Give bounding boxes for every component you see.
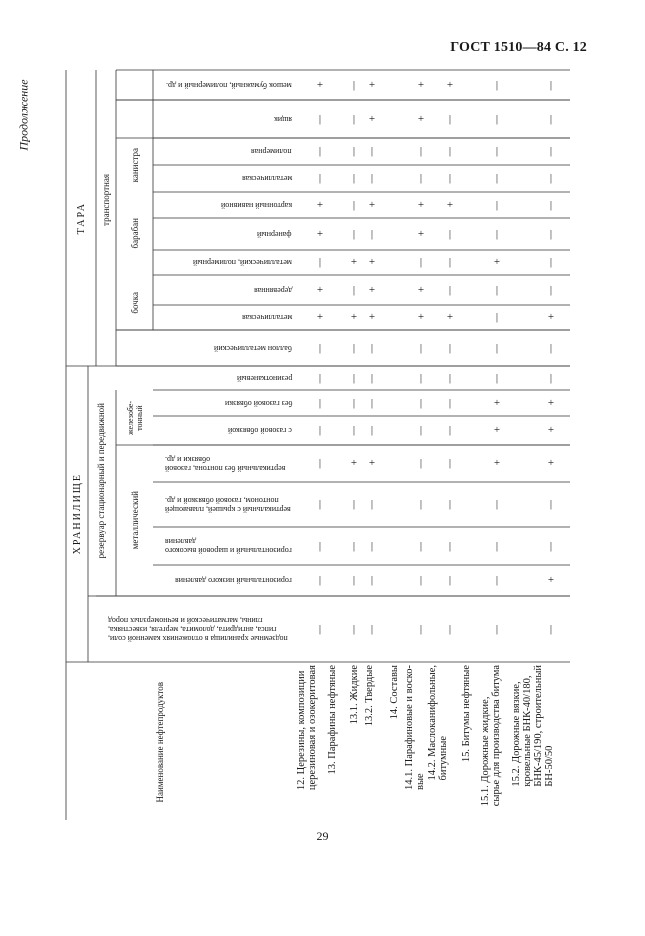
product-row-name: 14.1. Парафиновые и воско- вые xyxy=(404,665,426,790)
mark-dash: | xyxy=(318,539,322,552)
column-header-11: деревянная xyxy=(253,285,292,295)
canister-group-header: канистра xyxy=(130,147,140,183)
metal-group-header: металлический xyxy=(130,491,140,550)
mark-dash: | xyxy=(370,371,374,384)
mark-plus: + xyxy=(417,311,425,323)
mark-dash: | xyxy=(495,172,499,184)
mark-dash: | xyxy=(448,622,452,635)
document-reference: ГОСТ 1510—84 С. 12 xyxy=(450,40,587,55)
column-header-2: горизонтальный низкого давления xyxy=(175,576,292,585)
mark-dash: | xyxy=(549,78,553,91)
column-header-7: без газовой обвязки xyxy=(224,398,292,408)
reservoir-group-header: резервуар стационарный и передвижной xyxy=(96,403,106,559)
mark-dash: | xyxy=(370,145,374,157)
mark-dash: | xyxy=(318,112,322,125)
column-header-4: вертикальный с крышей, плавающей понтоном, газовой обвязкой и др. xyxy=(165,495,291,514)
mark-dash: | xyxy=(549,498,553,510)
mark-plus: + xyxy=(368,311,376,323)
mark-dash: | xyxy=(495,574,499,586)
mark-dash: | xyxy=(419,396,423,409)
mark-dash: | xyxy=(448,112,452,125)
mark-plus: + xyxy=(493,424,501,436)
mark-dash: | xyxy=(352,396,356,409)
column-header-5: вертикальный без понтона, газовой обвязки и др. xyxy=(165,454,286,473)
mark-dash: | xyxy=(352,424,356,436)
mark-dash: | xyxy=(352,78,356,91)
mark-dash: | xyxy=(318,574,322,586)
column-header-6: с газовой обвязкой xyxy=(228,426,292,435)
mark-plus: + xyxy=(350,311,358,323)
mark-dash: | xyxy=(352,622,356,635)
mark-plus: + xyxy=(350,457,358,469)
mark-plus: + xyxy=(368,256,376,268)
barrel-group-header: бочка xyxy=(130,291,140,314)
mark-dash: | xyxy=(448,283,452,296)
mark-dash: | xyxy=(352,283,356,296)
column-header-18: мешок бумажный, полимерный и др. xyxy=(166,80,292,90)
product-row-name: 13.1. Жидкие xyxy=(349,665,360,725)
mark-dash: | xyxy=(318,341,322,354)
mark-dash: | xyxy=(549,622,553,635)
mark-dash: | xyxy=(352,498,356,510)
mark-dash: | xyxy=(448,424,452,436)
mark-dash: | xyxy=(448,457,452,469)
mark-dash: | xyxy=(419,622,423,635)
mark-dash: | xyxy=(419,371,423,384)
mark-dash: | xyxy=(448,396,452,409)
mark-plus: + xyxy=(368,198,376,211)
mark-plus: + xyxy=(316,283,324,296)
mark-plus: + xyxy=(547,457,555,469)
product-row-name: 12. Церезины, композиции церезиновая и озокеритовая xyxy=(296,665,318,791)
column-header-12: металлический, полимерный xyxy=(193,258,292,267)
mark-dash: | xyxy=(419,574,423,586)
mark-plus: + xyxy=(417,198,425,211)
mark-dash: | xyxy=(318,622,322,635)
mark-plus: + xyxy=(446,198,454,211)
mark-dash: | xyxy=(370,574,374,586)
mark-dash: | xyxy=(448,539,452,552)
column-header-9: баллон металлический xyxy=(214,343,292,353)
mark-dash: | xyxy=(549,341,553,354)
mark-dash: | xyxy=(448,145,452,157)
mark-dash: | xyxy=(419,172,423,184)
product-row-name: 15. Битумы нефтяные xyxy=(461,665,472,763)
mark-dash: | xyxy=(549,145,553,157)
mark-dash: | xyxy=(352,574,356,586)
mark-plus: + xyxy=(417,227,425,240)
product-column-header: Наименование нефтепродуктов xyxy=(155,682,165,803)
mark-dash: | xyxy=(318,172,322,184)
mark-dash: | xyxy=(419,256,423,268)
mark-plus: + xyxy=(547,311,555,323)
column-header-3: горизонтальный и шаровой высокого давления xyxy=(165,537,292,555)
mark-dash: | xyxy=(419,424,423,436)
mark-dash: | xyxy=(495,539,499,552)
column-header-14: картонный навивной xyxy=(220,200,292,210)
mark-plus: + xyxy=(446,311,454,323)
mark-dash: | xyxy=(370,424,374,436)
mark-dash: | xyxy=(352,341,356,354)
mark-dash: | xyxy=(495,341,499,354)
mark-dash: | xyxy=(495,622,499,635)
mark-dash: | xyxy=(318,256,322,268)
mark-plus: + xyxy=(547,424,555,436)
mark-plus: + xyxy=(368,112,376,125)
column-header-10: металлическая xyxy=(241,313,292,322)
mark-plus: + xyxy=(493,256,501,268)
mark-dash: | xyxy=(419,539,423,552)
mark-plus: + xyxy=(316,78,324,91)
mark-dash: | xyxy=(495,283,499,296)
mark-dash: | xyxy=(495,498,499,510)
mark-dash: | xyxy=(549,371,553,384)
mark-dash: | xyxy=(318,457,322,469)
column-header-8: резинотканевый xyxy=(236,373,292,383)
mark-plus: + xyxy=(547,396,555,409)
mark-dash: | xyxy=(370,227,374,240)
mark-dash: | xyxy=(352,145,356,157)
mark-dash: | xyxy=(549,172,553,184)
mark-dash: | xyxy=(352,112,356,125)
mark-dash: | xyxy=(318,498,322,510)
mark-dash: | xyxy=(495,227,499,240)
mark-dash: | xyxy=(370,622,374,635)
mark-dash: | xyxy=(549,198,553,211)
product-row-name: 14.2. Маслоканифольные, битумные xyxy=(427,665,449,781)
product-row-name: 13.2. Твердые xyxy=(364,665,375,727)
mark-dash: | xyxy=(370,396,374,409)
mark-dash: | xyxy=(352,539,356,552)
mark-plus: + xyxy=(417,283,425,296)
mark-dash: | xyxy=(370,498,374,510)
mark-plus: + xyxy=(316,311,324,323)
mark-plus: + xyxy=(368,283,376,296)
column-header-17: ящик xyxy=(273,114,292,124)
mark-dash: | xyxy=(448,371,452,384)
page-number: 29 xyxy=(316,829,329,843)
mark-plus: + xyxy=(547,574,555,586)
mark-dash: | xyxy=(352,172,356,184)
mark-dash: | xyxy=(419,498,423,510)
mark-dash: | xyxy=(352,198,356,211)
mark-dash: | xyxy=(448,341,452,354)
drum-group-header: барабан xyxy=(130,218,140,249)
mark-plus: + xyxy=(350,256,358,268)
mark-dash: | xyxy=(549,539,553,552)
mark-dash: | xyxy=(549,283,553,296)
mark-plus: + xyxy=(316,227,324,240)
column-header-1: подземные хранилища в отложениях каменной соли, гипса, ангидрита, доломита, мергеля, известняка, глины, магматической и вечномерзлых пород xyxy=(108,615,288,643)
mark-dash: | xyxy=(495,112,499,125)
mark-dash: | xyxy=(352,371,356,384)
product-row-name: 14. Составы xyxy=(389,665,400,720)
mark-dash: | xyxy=(419,457,423,469)
column-header-16: полимерная xyxy=(251,147,292,156)
mark-plus: + xyxy=(368,457,376,469)
container-group-header: ТАРА xyxy=(75,201,87,235)
mark-dash: | xyxy=(549,112,553,125)
mark-plus: + xyxy=(493,457,501,469)
mark-plus: + xyxy=(493,396,501,409)
mark-dash: | xyxy=(419,145,423,157)
mark-dash: | xyxy=(448,172,452,184)
mark-dash: | xyxy=(318,424,322,436)
mark-dash: | xyxy=(352,227,356,240)
mark-dash: | xyxy=(495,145,499,157)
mark-plus: + xyxy=(368,78,376,91)
mark-dash: | xyxy=(318,396,322,409)
mark-dash: | xyxy=(318,145,322,157)
mark-plus: + xyxy=(417,112,425,125)
mark-dash: | xyxy=(448,574,452,586)
mark-dash: | xyxy=(549,227,553,240)
mark-plus: + xyxy=(316,198,324,211)
storage-group-header: ХРАНИЛИЩЕ xyxy=(71,473,83,555)
mark-dash: | xyxy=(549,256,553,268)
product-row-name: 15.2. Дорожные вязкие, кровельные БНК-40/180, БНК-45/190, строительный БН-50/50 xyxy=(511,665,555,787)
mark-dash: | xyxy=(448,256,452,268)
continuation-text: Продолжение xyxy=(16,79,31,151)
mark-dash: | xyxy=(448,498,452,510)
product-row-name: 15.1. Дорожные жидкие, сырье для производства битума xyxy=(480,665,502,807)
mark-dash: | xyxy=(318,371,322,384)
mark-dash: | xyxy=(495,78,499,91)
concrete-group-header: железобе- тонный xyxy=(126,400,144,435)
mark-dash: | xyxy=(495,371,499,384)
transport-group-header: транспортная xyxy=(101,174,111,226)
mark-dash: | xyxy=(448,227,452,240)
mark-dash: | xyxy=(419,341,423,354)
column-header-15: металлическая xyxy=(241,174,292,183)
mark-dash: | xyxy=(370,539,374,552)
mark-dash: | xyxy=(370,172,374,184)
mark-dash: | xyxy=(370,341,374,354)
mark-dash: | xyxy=(495,198,499,211)
mark-plus: + xyxy=(417,78,425,91)
column-header-13: фанерный xyxy=(257,229,292,239)
mark-dash: | xyxy=(495,311,499,323)
product-row-name: 13. Парафины нефтяные xyxy=(327,665,338,775)
mark-plus: + xyxy=(446,78,454,91)
